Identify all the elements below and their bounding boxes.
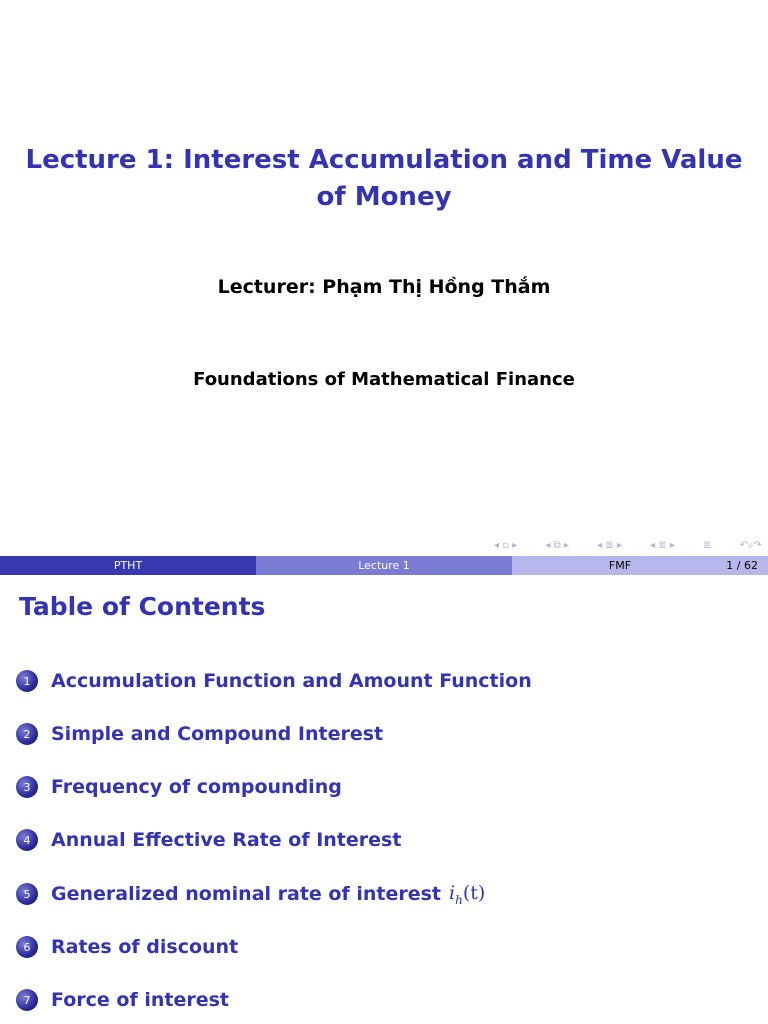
toc-item-7[interactable] — [16, 989, 229, 1011]
toc-item-2[interactable] — [16, 723, 383, 745]
toc-number-ball: 7 — [16, 989, 38, 1011]
course-name: Foundations of Mathematical Finance — [193, 369, 575, 390]
nav-align-icon[interactable]: ≣ — [703, 539, 712, 551]
toc-item-math — [449, 882, 485, 907]
toc-number-ball: 4 — [16, 829, 38, 851]
toc-item-label: Frequency of compounding — [51, 776, 342, 798]
toc-number-ball: 2 — [16, 723, 38, 745]
slide-footer — [0, 556, 768, 575]
footer-author: PTHT — [0, 556, 256, 575]
toc-item-6[interactable] — [16, 936, 238, 958]
slide-title-line-1: Lecture 1: Interest Accumulation and Time Value — [25, 145, 743, 175]
lecturer-name: Lecturer: Phạm Thị Hồng Thắm — [217, 276, 551, 298]
toc-item-3[interactable] — [16, 776, 342, 798]
slide-title — [0, 142, 768, 216]
toc-item-1[interactable] — [16, 670, 532, 692]
toc-slide — [0, 576, 768, 1024]
footer-right — [512, 556, 768, 575]
toc-item-label: Generalized nominal rate of interest — [51, 883, 442, 906]
nav-prev-slide-icon[interactable]: ◂ ▫ ▸ — [494, 539, 518, 551]
toc-number-ball: 6 — [16, 936, 38, 958]
toc-number-ball: 5 — [16, 883, 38, 905]
nav-prev-section-icon[interactable]: ◂ ≣ ▸ — [650, 539, 675, 551]
slide-title-line-2: of Money — [316, 182, 452, 212]
toc-item-label: Simple and Compound Interest — [51, 723, 384, 745]
math-base: i — [449, 882, 456, 904]
toc-title: Table of Contents — [19, 592, 266, 621]
math-argument: (t) — [462, 882, 486, 904]
toc-number-ball: 3 — [16, 776, 38, 798]
math-subscript: h — [455, 892, 463, 907]
nav-frame-icon[interactable]: ◂ ⧉ ▸ — [545, 539, 569, 551]
nav-search-icon[interactable]: ↶⌕↷ — [739, 539, 762, 551]
toc-item-5[interactable] — [16, 882, 485, 907]
toc-item-label: Rates of discount — [51, 936, 239, 958]
toc-item-4[interactable] — [16, 829, 401, 851]
footer-lecture: Lecture 1 — [256, 556, 512, 575]
toc-item-label: Accumulation Function and Amount Function — [51, 670, 532, 692]
footer-page-number: 1 / 62 — [726, 559, 758, 572]
toc-number-ball: 1 — [16, 670, 38, 692]
beamer-navigation-bar — [494, 538, 762, 552]
toc-item-label: Force of interest — [51, 989, 229, 1011]
nav-prev-subsection-icon[interactable]: ◂ ≣ ▸ — [597, 539, 622, 551]
footer-short-title: FMF — [608, 559, 632, 572]
toc-item-label: Annual Effective Rate of Interest — [51, 829, 402, 851]
